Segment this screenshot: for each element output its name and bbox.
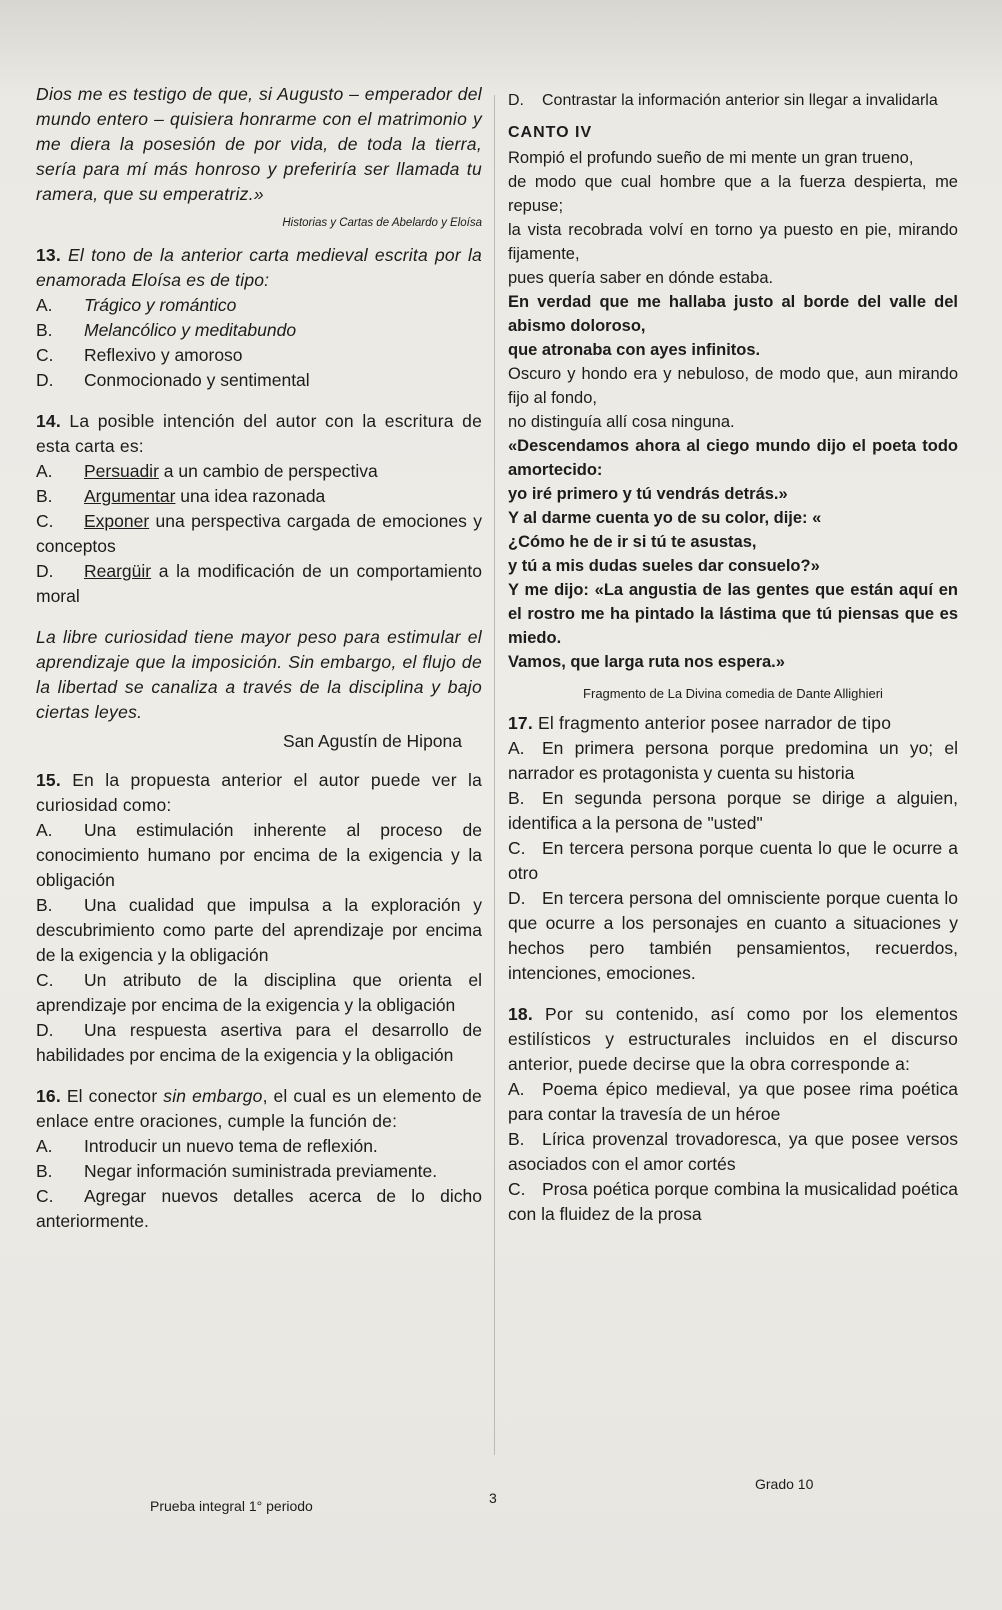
- verse-line: la vista recobrada volví en torno ya puesto en pie, mirando fijamente,: [508, 221, 958, 263]
- question-14: [36, 409, 482, 609]
- question-number: 17.: [508, 713, 533, 733]
- question-number: 14.: [36, 411, 61, 431]
- agustin-quote-source: San Agustín de Hipona: [282, 731, 462, 751]
- verse-line: y tú a mis dudas sueles dar consuelo?»: [508, 557, 820, 575]
- agustin-quote: La libre curiosidad tiene mayor peso para estimular el aprendizaje que la imposición. Sin embargo, el flujo de la libertad se canaliza a través de la disciplina y bajo ciertas leyes.: [36, 627, 482, 722]
- question-number: 15.: [36, 770, 61, 790]
- canto-title: CANTO IV: [508, 124, 593, 141]
- option-d[interactable]: D. Una respuesta asertiva para el desarrollo de habilidades por encima de la exigencia y la obligación: [36, 1020, 482, 1065]
- footer-exam-name: Prueba integral 1° periodo: [150, 1498, 313, 1514]
- verse-line: pues quería saber en dónde estaba.: [508, 269, 774, 287]
- verse-line: Vamos, que larga ruta nos espera.»: [508, 653, 785, 671]
- verse-line: no distinguía allí cosa ninguna.: [508, 413, 735, 431]
- option-b[interactable]: B. Argumentar una idea razonada: [36, 486, 326, 506]
- option-d[interactable]: D. Reargüir a la modificación de un comportamiento moral: [36, 561, 482, 606]
- option-a[interactable]: A. Una estimulación inherente al proceso de conocimiento humano por encima de la exigencia y la obligación: [36, 820, 482, 890]
- question-13: [36, 243, 482, 393]
- question-16: 16. El conector sin embargo, el cual es un elemento de enlace entre oraciones, cumple la función de: A. Introducir un nuevo tema de reflexión. B. Negar información suministrada previamente. C. Agregar nuevos detalles acerca de lo dicho anteriormente.: [36, 1084, 482, 1234]
- option-b[interactable]: B. Una cualidad que impulsa a la exploración y descubrimiento como parte del aprendizaje por encima de la exigencia y la obligación: [36, 895, 482, 965]
- left-column: [36, 82, 482, 1234]
- option-c[interactable]: C. Prosa poética porque combina la musicalidad poética con la fluidez de la prosa: [508, 1179, 958, 1224]
- verse-line: yo iré primero y tú vendrás detrás.»: [508, 485, 788, 503]
- right-column: [508, 90, 958, 1227]
- option-c[interactable]: C. Reflexivo y amoroso: [36, 345, 243, 365]
- option-b[interactable]: B. Melancólico y meditabundo: [36, 320, 297, 340]
- verse-line: Rompió el profundo sueño de mi mente un gran trueno,: [508, 149, 914, 167]
- option-b[interactable]: B. Negar información suministrada previamente.: [36, 1161, 438, 1181]
- eloisa-quote: Dios me es testigo de que, si Augusto – emperador del mundo entero – quisiera honrarme con el matrimonio y me diera la posesión de por vida, de toda la tierra, sería para mí más honroso y preferiría ser llamada tu ramera, que su emperatriz.»: [36, 84, 482, 204]
- question-text: El fragmento anterior posee narrador de tipo: [538, 713, 892, 733]
- option-d[interactable]: D. En tercera persona del omnisciente porque cuenta lo que ocurre a los personajes en cuanto a situaciones y hechos pero también pensamientos, recuerdos, intenciones, emociones.: [508, 888, 958, 983]
- verse-line: En verdad que me hallaba justo al borde del valle del abismo doloroso,: [508, 293, 958, 335]
- question-number: 18.: [508, 1004, 533, 1024]
- option-d[interactable]: D. Conmocionado y sentimental: [36, 370, 310, 390]
- option-c[interactable]: C. Agregar nuevos detalles acerca de lo dicho anteriormente.: [36, 1186, 482, 1231]
- question-number: 13.: [36, 245, 61, 265]
- option-a[interactable]: A. Trágico y romántico: [36, 295, 237, 315]
- verse-line: ¿Cómo he de ir si tú te asustas,: [508, 533, 757, 551]
- question-text: El tono de la anterior carta medieval escrita por la enamorada Eloísa es de tipo:: [36, 245, 482, 290]
- option-a[interactable]: A. En primera persona porque predomina un yo; el narrador es protagonista y cuenta su historia: [508, 738, 958, 783]
- eloisa-quote-source: Historias y Cartas de Abelardo y Eloísa: [282, 217, 482, 229]
- q14-option-d-continued[interactable]: D. Contrastar la información anterior sin llegar a invalidarla: [508, 92, 938, 109]
- option-c[interactable]: C. En tercera persona porque cuenta lo que le ocurre a otro: [508, 838, 958, 883]
- verse-line: Oscuro y hondo era y nebuloso, de modo que, aun mirando fijo al fondo,: [508, 365, 958, 407]
- option-b[interactable]: B. En segunda persona porque se dirige a alguien, identifica a la persona de "usted": [508, 788, 958, 833]
- option-c[interactable]: C. Un atributo de la disciplina que orienta el aprendizaje por encima de la exigencia y la obligación: [36, 970, 482, 1015]
- question-text: En la propuesta anterior el autor puede ver la curiosidad como:: [36, 770, 483, 815]
- footer-page-number: 3: [489, 1490, 497, 1506]
- verse-line: «Descendamos ahora al ciego mundo dijo el poeta todo amortecido:: [508, 437, 958, 479]
- question-number: 16.: [36, 1086, 61, 1106]
- option-a[interactable]: A. Persuadir a un cambio de perspectiva: [36, 461, 378, 481]
- question-15: [36, 768, 482, 1068]
- option-b[interactable]: B. Lírica provenzal trovadoresca, ya que posee versos asociados con el amor cortés: [508, 1129, 958, 1174]
- canto-source: Fragmento de La Divina comedia de Dante Allighieri: [583, 686, 883, 701]
- option-a[interactable]: A. Poema épico medieval, ya que posee rima poética para contar la travesía de un héroe: [508, 1079, 958, 1124]
- canto-verses: [508, 146, 958, 674]
- verse-line: de modo que cual hombre que a la fuerza despierta, me repuse;: [508, 173, 958, 215]
- option-c[interactable]: C. Exponer una perspectiva cargada de emociones y conceptos: [36, 511, 482, 556]
- footer-grade: Grado 10: [755, 1476, 814, 1492]
- question-text: Por su contenido, así como por los elementos estilísticos y estructurales incluidos en el discurso anterior, puede decirse que la obra corresponde a:: [508, 1004, 959, 1074]
- verse-line: Y al darme cuenta yo de su color, dije: «: [508, 509, 822, 527]
- question-17: [508, 711, 958, 986]
- question-text: La posible intención del autor con la escritura de esta carta es:: [36, 411, 483, 456]
- option-a[interactable]: A. Introducir un nuevo tema de reflexión.: [36, 1136, 378, 1156]
- verse-line: Y me dijo: «La angustia de las gentes que están aquí en el rostro me ha pintado la lástima que tú piensas que es miedo.: [508, 581, 958, 647]
- verse-line: que atronaba con ayes infinitos.: [508, 341, 761, 359]
- column-divider: [494, 95, 495, 1455]
- question-18: [508, 1002, 958, 1227]
